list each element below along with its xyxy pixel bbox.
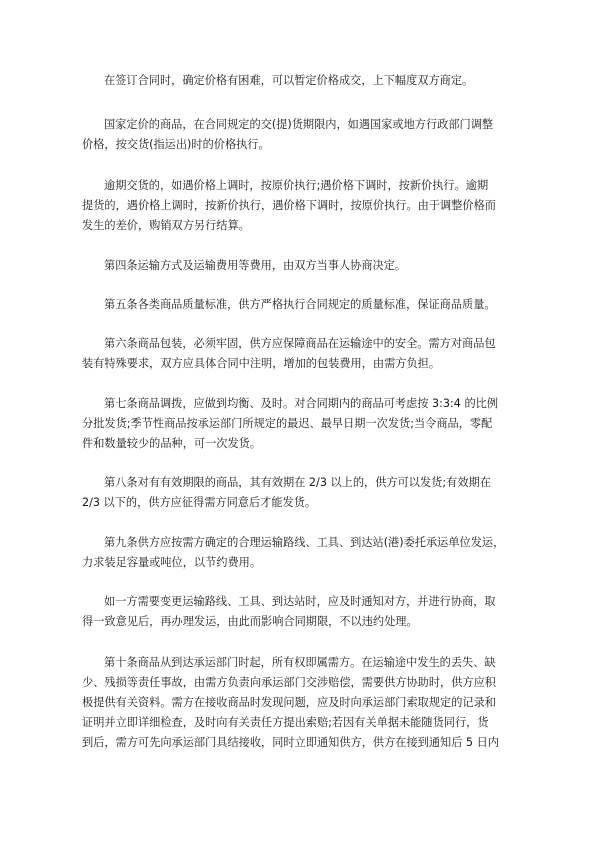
text-line: 价格，按交货(指运出)时的价格执行。 <box>82 138 270 151</box>
text-line: 极提供有关资料。需方在接收商品时发现问题，应及时向承运部门索取规定的记录和 <box>82 696 496 709</box>
text-line: 少、残损等责任事故，由需方负责向承运部门交涉赔偿，需要供方协助时，供方应积 <box>82 676 496 689</box>
paragraph-article-9 <box>82 533 522 573</box>
paragraph-state-pricing <box>82 115 522 155</box>
text-line: 第四条运输方式及运输费用等费用，由双方当事人协商决定。 <box>104 259 407 272</box>
text-line: 第五条各类商品质量标准，供方严格执行合同规定的质量标准，保证商品质量。 <box>104 298 496 311</box>
paragraph-late-delivery <box>82 176 522 236</box>
text-line: 力求装足容量或吨位，以节约费用。 <box>82 556 262 569</box>
text-line: 装有特殊要求，双方应具体合同中注明，增加的包装费用，由需方负担。 <box>82 357 441 370</box>
text-line: 2/3 以下的，供方应征得需方同意后才能发货。 <box>82 496 317 509</box>
text-line: 到后，需方可先向承运部门具结接收，同时立即通知供方，供方在接到通知后 5 日内 <box>82 736 499 749</box>
text-line: 国家定价的商品，在合同规定的交(提)货期限内，如遇国家或地方行政部门调整 <box>104 118 494 131</box>
text-line: 第六条商品包装，必须牢固，供方应保障商品在运输途中的安全。需方对商品包 <box>104 337 496 350</box>
paragraph-route-change <box>82 592 522 632</box>
text-line: 得一致意见后，再办理发运，由此而影响合同期限，不以违约处理。 <box>82 615 418 628</box>
text-line: 件和数量较少的品种，可一次发货。 <box>82 437 262 450</box>
paragraph-article-10 <box>82 653 522 753</box>
paragraph-article-5 <box>82 295 522 315</box>
text-line: 发生的差价，购销双方另行结算。 <box>82 219 250 232</box>
text-line: 逾期交货的，如遇价格上调时，按原价执行;遇价格下调时，按新价执行。逾期 <box>104 179 489 192</box>
paragraph-article-8 <box>82 473 522 513</box>
text-line: 证明并立即详细检查，及时向有关责任方提出索赔;若因有关单据未能随货同行，货 <box>82 716 489 729</box>
text-line: 第九条供方应按需方确定的合理运输路线、工具、到达站(港)委托承运单位发运， <box>104 536 505 549</box>
text-line: 第八条对有有效期限的商品，其有效期在 2/3 以上的，供方可以发货;有效期在 <box>104 476 491 489</box>
text-line: 如一方需要变更运输路线、工具、到达站时，应及时通知对方，并进行协商，取 <box>104 595 496 608</box>
paragraph-article-6 <box>82 334 522 374</box>
paragraph-article-7 <box>82 394 522 454</box>
text-line: 第十条商品从到达承运部门时起，所有权即属需方。在运输途中发生的丢失、缺 <box>104 656 496 669</box>
text-line: 分批发货;季节性商品按承运部门所规定的最迟、最早日期一次发货;当令商品，零配 <box>82 417 493 430</box>
text-line: 提货的，遇价格上调时，按新价执行，遇价格下调时，按原价执行。由于调整价格而 <box>82 199 496 212</box>
text-line: 在签订合同时，确定价格有困难，可以暂定价格成交，上下幅度双方商定。 <box>104 74 474 87</box>
text-line: 第七条商品调拨，应做到均衡、及时。对合同期内的商品可考虑按 3:3:4 的比例 <box>104 397 499 410</box>
paragraph-price-provisional <box>82 71 522 91</box>
paragraph-article-4 <box>82 256 522 276</box>
